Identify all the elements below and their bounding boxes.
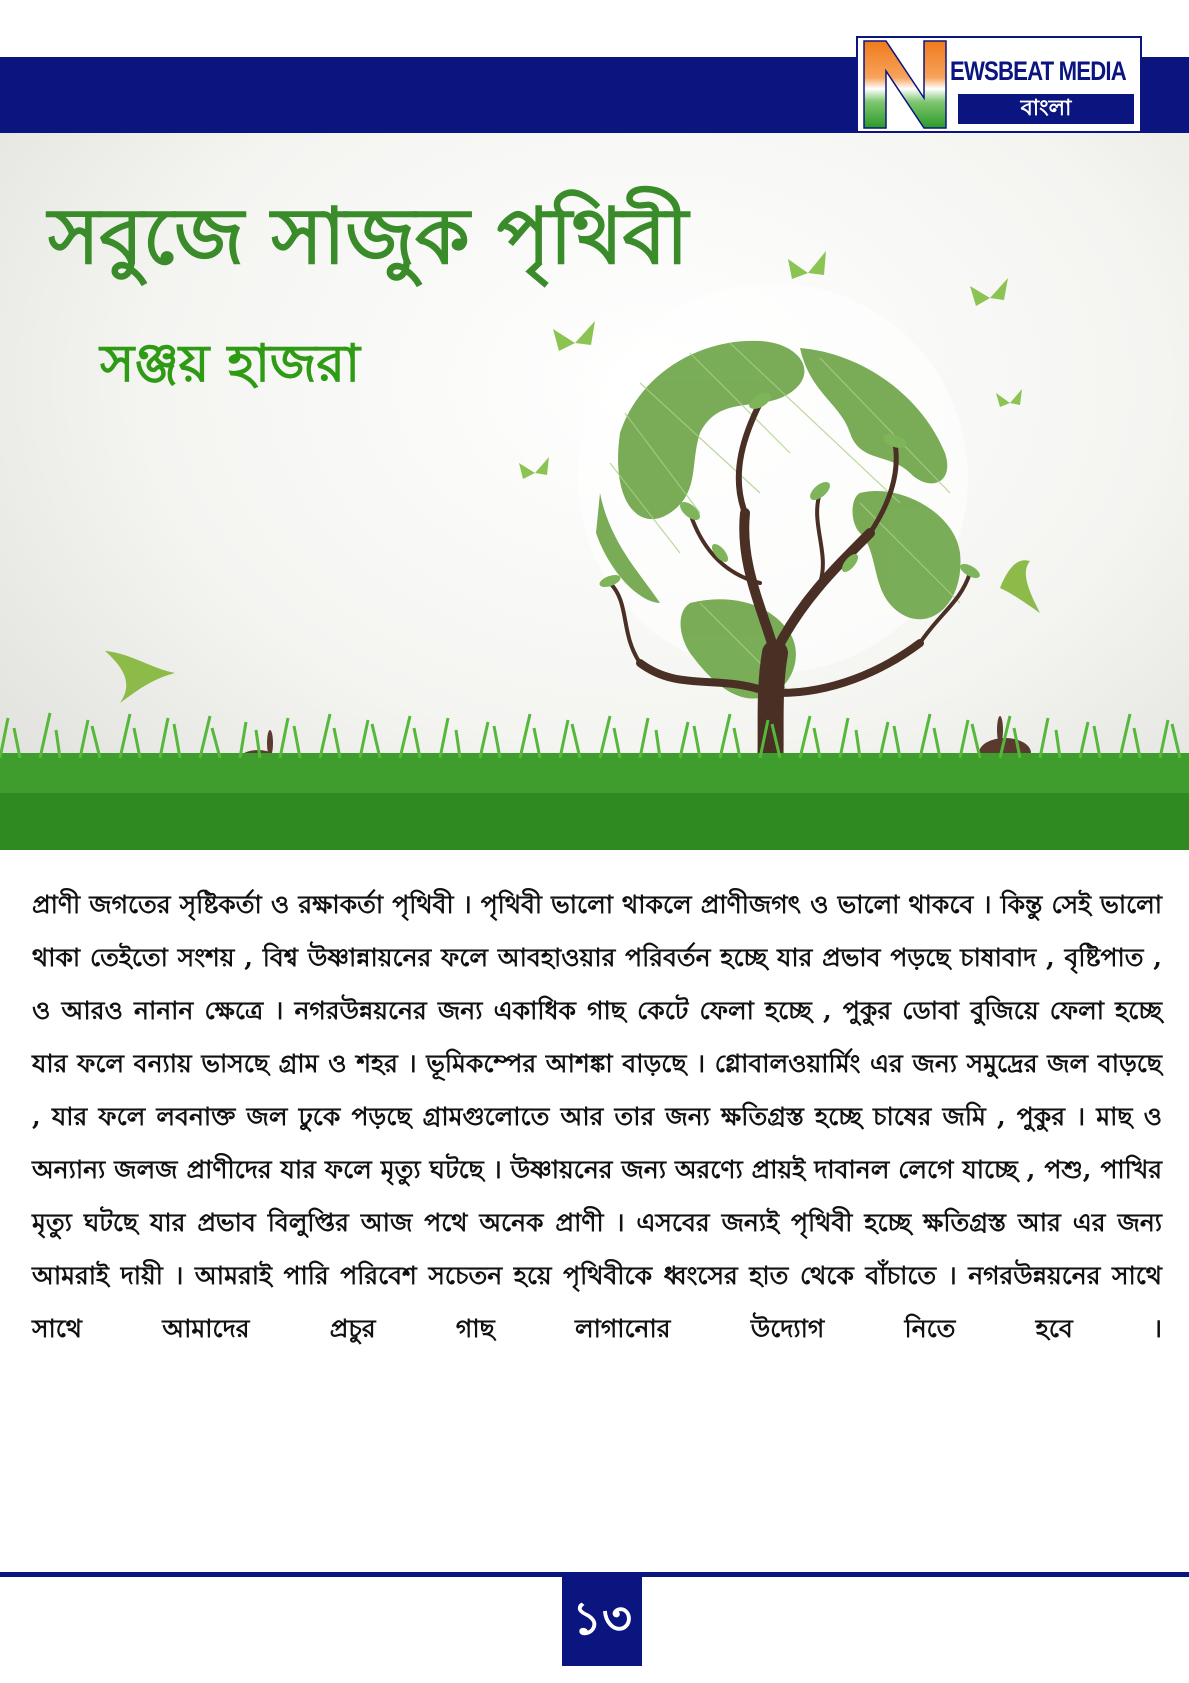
logo-wordmark: EWSBEAT MEDIA	[950, 56, 1126, 86]
article-author: সঞ্জয় হাজরা	[100, 334, 361, 394]
newsbeat-media-logo	[856, 36, 1142, 133]
article-title: সবুজে সাজুক পৃথিবী	[48, 192, 689, 282]
article-body	[32, 878, 1162, 1355]
logo-language-tag: বাংলা	[958, 94, 1134, 124]
logo-n-mark	[858, 38, 950, 131]
page-number: ১৩	[562, 1572, 642, 1666]
hero-illustration	[0, 133, 1189, 850]
article-paragraph: প্রাণী জগতের সৃষ্টিকর্তা ও রক্ষাকর্তা পৃথিবী । পৃথিবী ভালো থাকলে প্রাণীজগৎ ও ভালো থাকবে । কিন্তু সেই ভালো থাকা তেইতো সংশয় , বিশ্ব উষ্ণান্নায়নের ফলে আবহাওয়ার পরিবর্তন হচ্ছে যার প্রভাব পড়ছে চাষাবাদ , বৃষ্টিপাত , ও আরও নানান ক্ষেত্রে । নগরউন্নয়নের জন্য একাধিক গাছ কেটে ফেলা হচ্ছে , পুকুর ডোবা বুজিয়ে ফেলা হচ্ছে যার ফলে বন্যায় ভাসছে গ্রাম ও শহর । ভূমিকম্পের আশঙ্কা বাড়ছে । গ্লোবালওয়ার্মিং এর জন্য সমুদ্রের জল বাড়ছে , যার ফলে লবনাক্ত জল ঢুকে পড়ছে গ্রামগুলোতে আর তার জন্য ক্ষতিগ্রস্ত হচ্ছে চাষের জমি , পুকুর । মাছ ও অন্যান্য জলজ প্রাণীদের যার ফলে মৃত্যু ঘটছে । উষ্ণায়নের জন্য অরণ্যে প্রায়ই দাবানল লেগে যাচ্ছে , পশু, পাখির মৃত্যু ঘটছে যার প্রভাব বিলুপ্তির আজ পথে অনেক প্রাণী । এসবের জন্যই পৃথিবী হচ্ছে ক্ষতিগ্রস্ত আর এর জন্য আমরাই দায়ী । আমরাই পারি পরিবেশ সচেতন হয়ে পৃথিবীকে ধ্বংসের হাত থেকে বাঁচাতে । নগরউন্নয়নের সাথে সাথে আমাদের প্রচুর গাছ লাগানোর উদ্যোগ নিতে হবে ।	[32, 890, 1162, 1343]
